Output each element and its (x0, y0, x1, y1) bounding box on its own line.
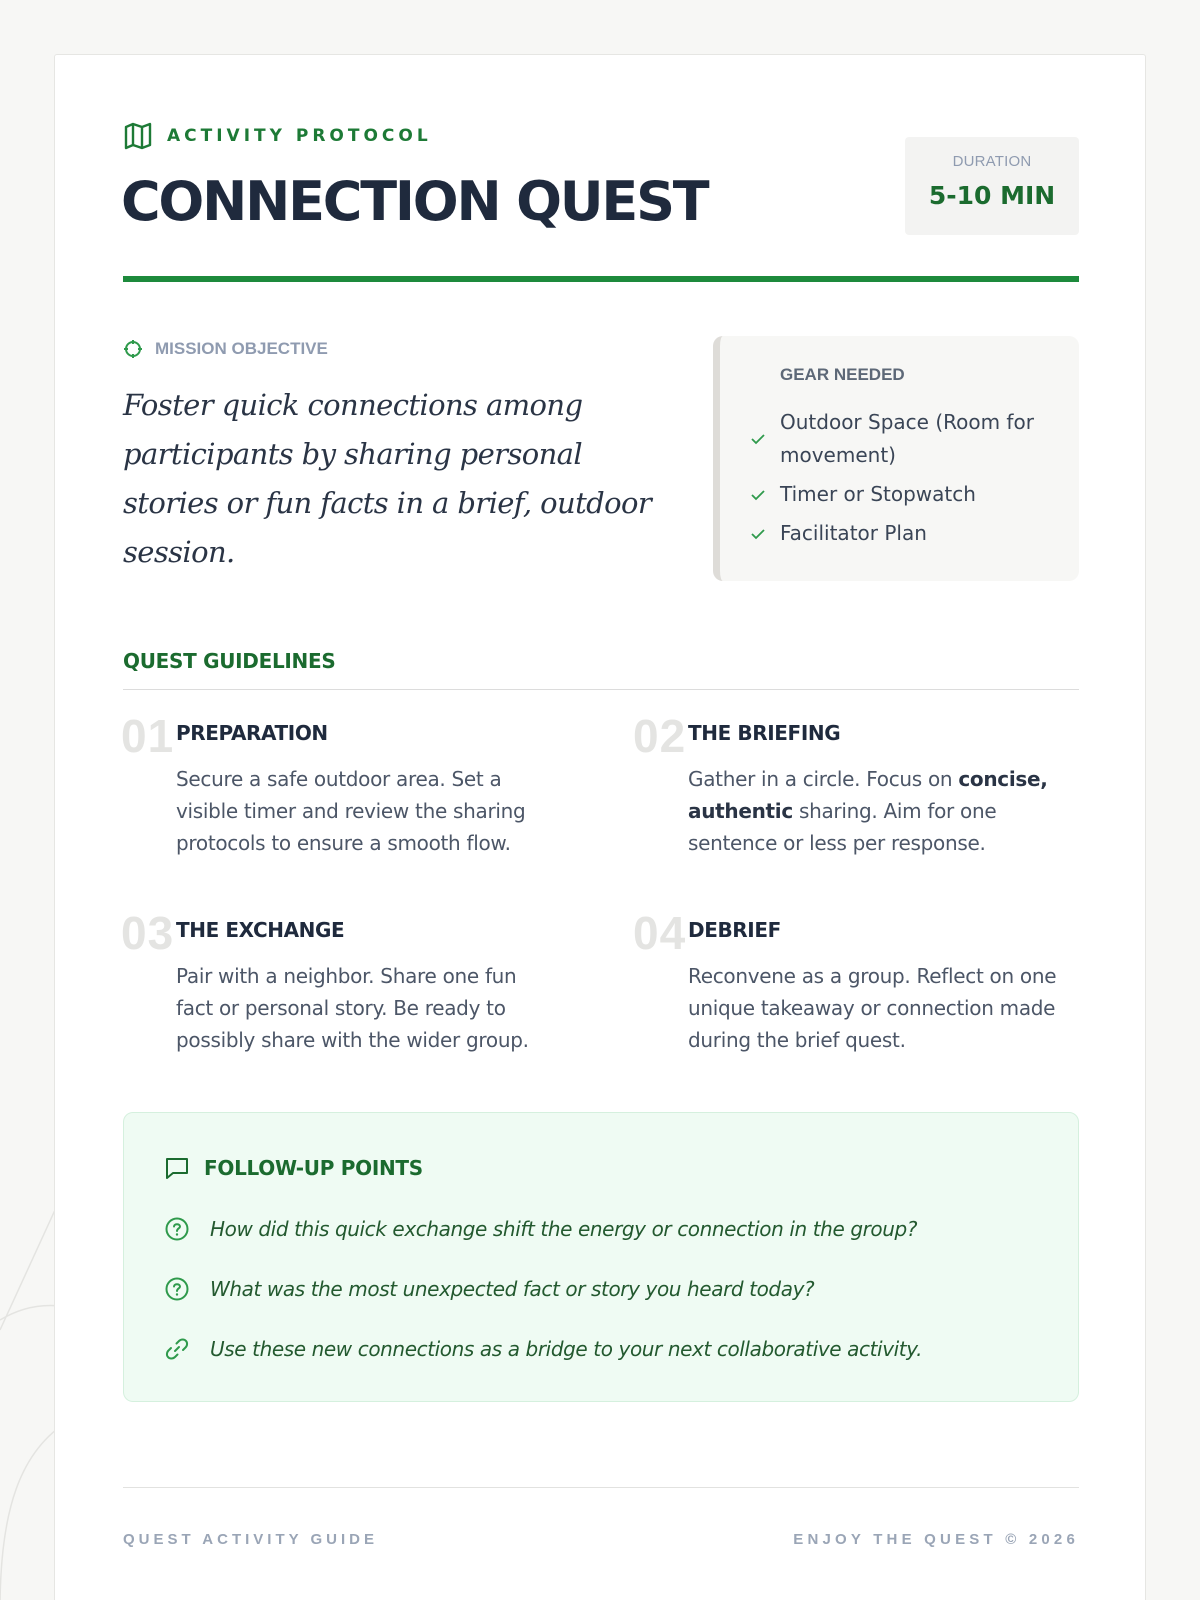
duration-value: 5-10 MIN (928, 181, 1056, 210)
question-circle-icon (164, 1216, 190, 1242)
objective-label-text: MISSION OBJECTIVE (155, 339, 328, 358)
check-icon (750, 527, 766, 541)
header-divider (123, 276, 1079, 282)
step-body: Pair with a neighbor. Share one fun fact or personal story. Be ready to possibly share with the wider group. (176, 964, 529, 1052)
step-number: 02 (633, 710, 687, 762)
guideline-step (121, 710, 553, 881)
followup-panel (123, 1112, 1079, 1402)
step-body-text: sharing. Aim for one sentence or less per response. (688, 799, 997, 855)
gear-item-label: Timer or Stopwatch (780, 482, 976, 506)
footer-left-text: QUEST ACTIVITY GUIDE (123, 1531, 379, 1548)
followup-question: What was the most unexpected fact or story you heard today? (210, 1277, 815, 1301)
gear-item-label: Outdoor Space (Room for movement) (780, 410, 1034, 467)
step-body: Secure a safe outdoor area. Set a visible timer and review the sharing protocols to ensure a smooth flow. (176, 767, 526, 855)
followup-header (164, 1155, 423, 1181)
sheet-content (123, 55, 1079, 1600)
eyebrow-label: ACTIVITY PROTOCOL (167, 126, 432, 146)
step-body-emphasis: concise, authentic (688, 767, 1048, 823)
followup-item (164, 1216, 917, 1242)
step-body (688, 763, 1060, 859)
step-title: THE EXCHANGE (176, 918, 345, 942)
followup-item (164, 1276, 814, 1302)
gear-title: GEAR NEEDED (780, 365, 905, 384)
footer-right-text: ENJOY THE QUEST © 2026 (793, 1531, 1079, 1548)
link-icon (164, 1336, 190, 1362)
check-icon (750, 488, 766, 502)
footer-divider (123, 1487, 1079, 1488)
step-title: DEBRIEF (688, 918, 781, 942)
step-title: THE BRIEFING (688, 721, 841, 745)
step-number: 01 (121, 710, 175, 762)
followup-title: FOLLOW-UP POINTS (204, 1156, 423, 1180)
question-circle-icon (164, 1276, 190, 1302)
guidelines-title: QUEST GUIDELINES (123, 649, 336, 673)
gear-list (750, 406, 1070, 556)
check-icon (750, 432, 766, 446)
gear-panel (713, 336, 1079, 581)
list-item (750, 517, 1070, 550)
map-icon (123, 122, 153, 150)
step-number: 03 (121, 907, 175, 959)
step-body: Reconvene as a group. Reflect on one unique takeaway or connection made during the brief quest. (688, 964, 1057, 1052)
step-title: PREPARATION (176, 721, 328, 745)
duration-badge (905, 137, 1079, 235)
followup-item (164, 1336, 922, 1362)
chat-bubble-icon (164, 1155, 190, 1181)
followup-suggestion: Use these new connections as a bridge to your next collaborative activity. (210, 1337, 923, 1361)
objective-label (123, 339, 328, 359)
list-item (750, 406, 1070, 472)
guideline-step (633, 710, 1065, 881)
objective-text: Foster quick connections among participants by sharing personal stories or fun facts in a brief, outdoor session. (123, 388, 652, 569)
guideline-step (633, 907, 1065, 1078)
eyebrow (123, 122, 432, 150)
step-number: 04 (633, 907, 687, 959)
activity-sheet (54, 54, 1146, 1600)
guidelines-divider (123, 689, 1079, 690)
gear-item-label: Facilitator Plan (780, 521, 927, 545)
list-item (750, 478, 1070, 511)
page-title: CONNECTION QUEST (121, 170, 708, 233)
step-body-text: Gather in a circle. Focus on (688, 767, 959, 791)
duration-label: DURATION (952, 153, 1032, 170)
followup-question: How did this quick exchange shift the energy or connection in the group? (210, 1217, 918, 1241)
crosshair-icon (123, 339, 143, 359)
guideline-step (121, 907, 553, 1078)
